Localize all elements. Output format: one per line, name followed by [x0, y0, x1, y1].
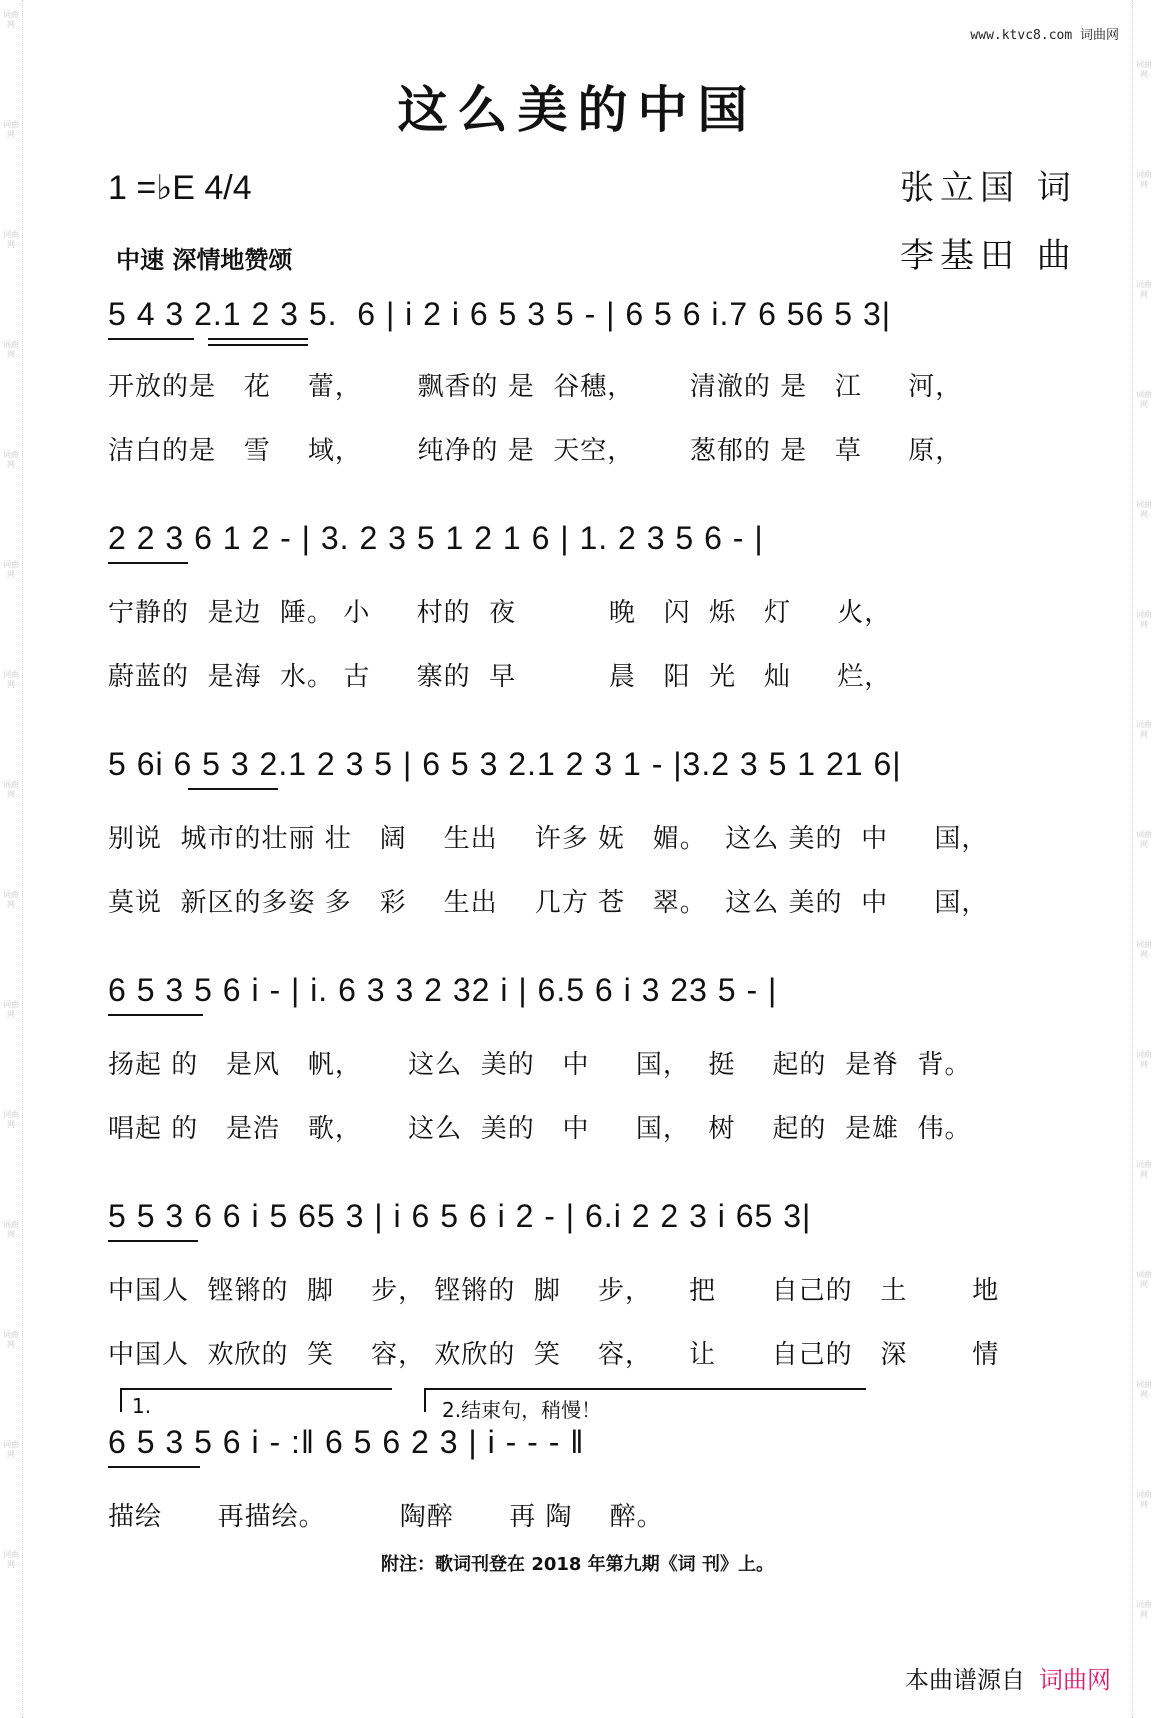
jianpu-notes: 5 4 3 2.1 2 3 5. 6 | i 2 i 6 5 3 5 - | 6 5 6 i.7 6 56 5 3| — [108, 296, 892, 332]
watermark-text: 词曲网 — [1136, 500, 1152, 519]
watermark-text: 词曲网 — [3, 670, 19, 689]
first-ending-bracket — [120, 1388, 392, 1418]
lyric-verse-2: 洁白的是 雪 域， 纯净的 是 天空， 葱郁的 是 草 原， — [108, 436, 963, 466]
lyric-verse-1: 别说 城市的壮丽 壮 阔 生出 许多 妩 媚。 这么 美的 中 国， — [108, 824, 989, 854]
watermark-text: 词曲网 — [1136, 1380, 1152, 1399]
lyric-verse-1: 宁静的 是边 陲。 小 村的 夜 晚 闪 烁 灯 火， — [108, 598, 892, 628]
second-ending-bracket — [424, 1388, 866, 1422]
watermark-text: 词曲网 — [3, 1330, 19, 1349]
lyric-verse-2: 莫说 新区的多姿 多 彩 生出 几方 苍 翠。 这么 美的 中 国， — [108, 888, 989, 918]
watermark-text: 词曲网 — [3, 120, 19, 139]
watermark-text: 词曲网 — [1136, 280, 1152, 299]
watermark-text: 词曲网 — [3, 1220, 19, 1239]
key-signature: 1 =♭E 4/4 — [108, 169, 252, 207]
watermark-text: 词曲网 — [1136, 60, 1152, 79]
song-title: 这么美的中国 — [397, 80, 758, 139]
tempo-marking: 中速 深情地赞颂 — [116, 246, 293, 274]
lyric-verse-1: 中国人 铿锵的 脚 步， 铿锵的 脚 步， 把 自己的 土 地 — [108, 1276, 1000, 1306]
watermark-text: 词曲网 — [1136, 170, 1152, 189]
jianpu-notes: 2 2 3 6 1 2 - | 3. 2 3 5 1 2 1 6 | 1. 2 3 5 6 - | — [108, 520, 764, 556]
lyricist-credit: 张立国 词 — [900, 168, 1077, 208]
watermark-text: 词曲网 — [1136, 390, 1152, 409]
watermark-text: 词曲网 — [1136, 1050, 1152, 1069]
watermark-text: 词曲网 — [3, 1000, 19, 1019]
beam-underline — [108, 338, 194, 340]
watermark-text: 词曲网 — [1136, 720, 1152, 739]
source-credit — [905, 1660, 1111, 1695]
notation-line — [108, 972, 1059, 1032]
notation-line — [108, 296, 1059, 356]
composer-credit: 李基田 曲 — [900, 236, 1077, 276]
watermark-text: 词曲网 — [3, 560, 19, 579]
beam-underline — [108, 1014, 203, 1016]
notation-line — [108, 520, 1059, 580]
watermark-text: 词曲网 — [1136, 830, 1152, 849]
watermark-text: 词曲网 — [3, 780, 19, 799]
site-url: www.ktvc8.com 词曲网 — [970, 28, 1119, 43]
footnote: 附注：歌词刊登在 2018 年第九期《词 刊》上。 — [381, 1554, 774, 1575]
beam-underline — [108, 562, 188, 564]
notation-line — [108, 746, 1059, 806]
lyric-verse-1: 描绘 再描绘。 陶醉 再 陶 醉。 — [108, 1502, 664, 1532]
lyric-verse-2: 中国人 欢欣的 笑 容， 欢欣的 笑 容， 让 自己的 深 情 — [108, 1340, 1000, 1370]
source-brand-link[interactable]: 词曲网 — [1039, 1666, 1111, 1694]
beam-underline — [108, 1466, 200, 1468]
watermark-text: 词曲网 — [1136, 1600, 1152, 1619]
watermark-text: 词曲网 — [1136, 1270, 1152, 1289]
watermark-text: 词曲网 — [1136, 1490, 1152, 1509]
beam-underline — [208, 338, 308, 340]
beam-underline — [208, 344, 308, 346]
notation-line — [108, 1198, 1059, 1258]
watermark-text: 词曲网 — [3, 10, 19, 29]
jianpu-notes: 6 5 3 5 6 i - :‖ 6 5 6 2 3 | i - - - ‖ — [108, 1424, 585, 1460]
beam-underline — [188, 788, 278, 790]
source-label: 本曲谱源自 — [905, 1666, 1025, 1694]
jianpu-notes: 6 5 3 5 6 i - | i. 6 3 3 2 32 i | 6.5 6 i 3 23 5 - | — [108, 972, 778, 1008]
watermark-text: 词曲网 — [3, 890, 19, 909]
first-ending-label: 1. — [132, 1394, 152, 1418]
watermark-text: 词曲网 — [3, 1440, 19, 1459]
second-ending-label: 2.结束句，稍慢！ — [442, 1398, 602, 1422]
left-watermark-strip — [0, 0, 23, 1718]
lyric-verse-2: 蔚蓝的 是海 水。 古 寨的 早 晨 阳 光 灿 烂， — [108, 662, 892, 692]
watermark-text: 词曲网 — [3, 1110, 19, 1129]
watermark-text: 词曲网 — [3, 340, 19, 359]
watermark-text: 词曲网 — [3, 230, 19, 249]
notation-line — [108, 1424, 1059, 1484]
watermark-text: 词曲网 — [3, 450, 19, 469]
right-watermark-strip — [1132, 0, 1155, 1718]
lyric-verse-1: 开放的是 花 蕾， 飘香的 是 谷穗， 清澈的 是 江 河， — [108, 372, 963, 402]
watermark-text: 词曲网 — [1136, 940, 1152, 959]
lyric-verse-1: 扬起 的 是风 帆， 这么 美的 中 国， 挺 起的 是脊 背。 — [108, 1050, 972, 1080]
beam-underline — [108, 1240, 198, 1242]
lyric-verse-2: 唱起 的 是浩 歌， 这么 美的 中 国， 树 起的 是雄 伟。 — [108, 1114, 972, 1144]
jianpu-notes: 5 6i 6 5 3 2.1 2 3 5 | 6 5 3 2.1 2 3 1 - |3.2 3 5 1 21 6| — [108, 746, 902, 782]
watermark-text: 词曲网 — [3, 1550, 19, 1569]
watermark-text: 词曲网 — [1136, 610, 1152, 629]
jianpu-notes: 5 5 3 6 6 i 5 65 3 | i 6 5 6 i 2 - | 6.i 2 2 3 i 65 3| — [108, 1198, 812, 1234]
watermark-text: 词曲网 — [1136, 1160, 1152, 1179]
